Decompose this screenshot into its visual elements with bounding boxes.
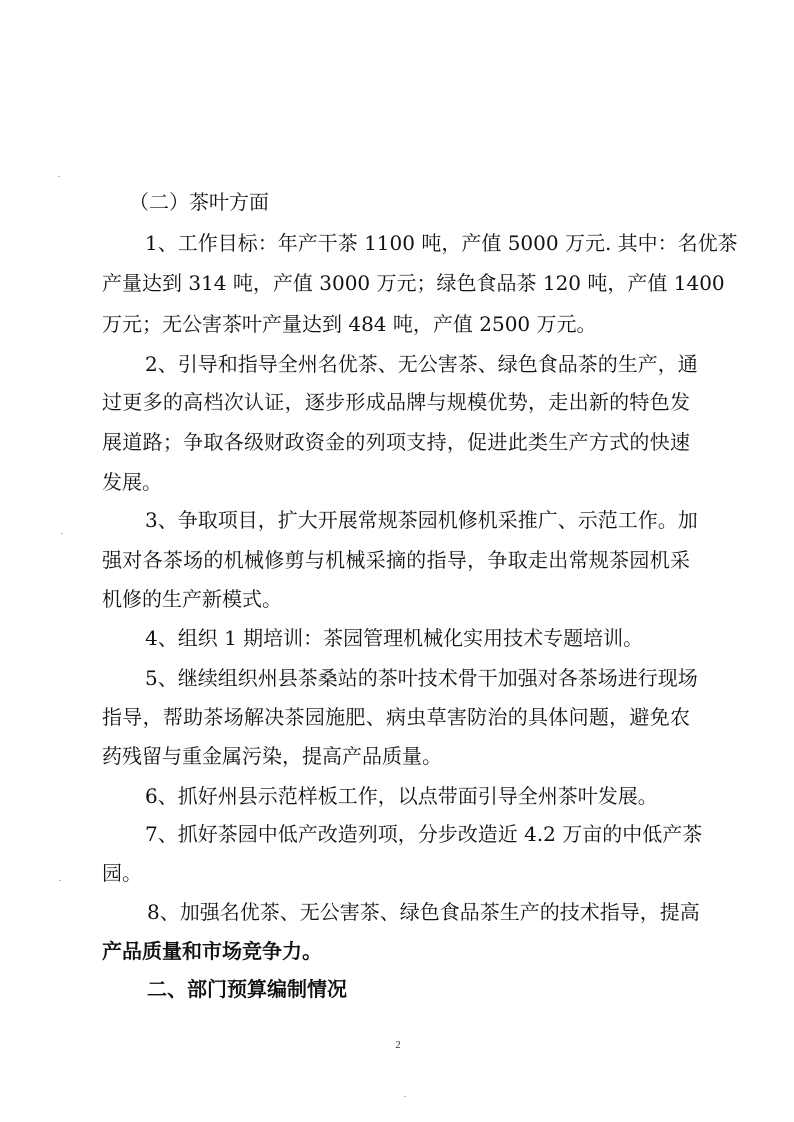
scan-speck — [58, 176, 60, 177]
paragraph-5-line-2: 指导，帮助茶场解决茶园施肥、病虫草害防治的具体问题，避免农 — [102, 705, 690, 729]
paragraph-2-line-4: 发展。 — [102, 470, 162, 494]
paragraph-1-line-2: 产量达到 314 吨，产值 3000 万元；绿色食品茶 120 吨，产值 1400 — [102, 271, 725, 295]
section-heading-budget: 二、部门预算编制情况 — [147, 977, 347, 1001]
paragraph-2-line-2: 过更多的高档次认证，逐步形成品牌与规模优势，走出新的特色发 — [102, 390, 690, 414]
paragraph-1-line-3: 万元；无公害茶叶产量达到 484 吨，产值 2500 万元。 — [102, 312, 597, 336]
paragraph-2-line-3: 展道路；争取各级财政资金的列项支持，促进此类生产方式的快速 — [102, 430, 690, 454]
paragraph-4-line-1: 4、组织 1 期培训：茶园管理机械化实用技术专题培训。 — [145, 626, 644, 650]
paragraph-2-line-1: 2、引导和指导全州名优茶、无公害茶、绿色食品茶的生产，通 — [145, 352, 698, 376]
paragraph-8-line-1: 8、加强名优茶、无公害茶、绿色食品茶生产的技术指导，提高 — [147, 900, 700, 924]
paragraph-1-line-1: 1、工作目标：年产干茶 1100 吨，产值 5000 万元. 其中：名优茶 — [145, 231, 738, 255]
paragraph-6-line-1: 6、抓好州县示范样板工作，以点带面引导全州茶叶发展。 — [145, 784, 658, 808]
paragraph-7-line-2: 园。 — [102, 861, 142, 885]
paragraph-3-line-2: 强对各茶场的机械修剪与机械采摘的指导，争取走出常规茶园机采 — [102, 548, 690, 572]
scan-speck — [59, 880, 61, 881]
paragraph-3-line-3: 机修的生产新模式。 — [102, 587, 282, 611]
scan-speck — [404, 1096, 406, 1097]
paragraph-3-line-1: 3、争取项目，扩大开展常规茶园机修机采推广、示范工作。加 — [145, 508, 698, 532]
scan-speck — [61, 533, 63, 534]
paragraph-7-line-1: 7、抓好茶园中低产改造列项，分步改造近 4.2 万亩的中低产茶 — [145, 822, 703, 846]
section-heading: （二）茶叶方面 — [129, 190, 269, 214]
paragraph-5-line-3: 药残留与重金属污染，提高产品质量。 — [102, 744, 442, 768]
page-number: 2 — [395, 1039, 401, 1051]
paragraph-5-line-1: 5、继续组织州县茶桑站的茶叶技术骨干加强对各茶场进行现场 — [145, 666, 698, 690]
paragraph-8-line-2: 产品质量和市场竞争力。 — [102, 939, 322, 963]
